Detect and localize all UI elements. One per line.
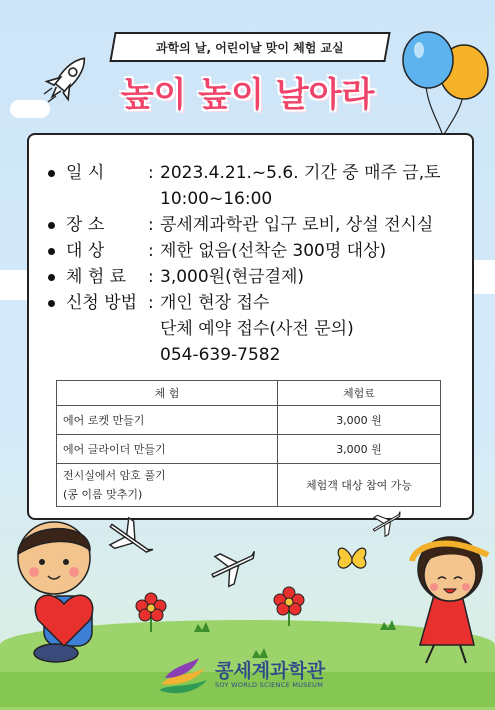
table-cell-fee: 체험객 대상 참여 가능 [278,464,441,507]
info-value: 3,000원(현금결제) [160,267,305,287]
info-value: 콩세계과학관 입구 로비, 상설 전시실 [160,215,434,235]
phone-number: 054-639-7582 [160,345,281,365]
colon: : [148,293,154,313]
info-row-apply [44,292,464,314]
info-value: 2023.4.21.~5.6. 기간 중 매주 금,토 [160,163,441,183]
table-cell-program [57,464,278,507]
bullet-icon [48,222,55,229]
page-title: 높이 높이 날아라 [120,74,375,115]
colon: : [148,215,154,235]
info-label: 일 시 [66,163,105,183]
balloons-icon [398,26,493,136]
info-row-date [44,162,464,184]
subtitle-banner [109,32,390,62]
colon: : [148,267,154,287]
flower-icon [272,586,306,626]
info-row-target [44,240,464,262]
table-cell-fee: 3,000 원 [278,406,441,435]
table-row [57,464,441,507]
info-label: 신청 방법 [66,293,138,313]
banner-text: 과학의 날, 어린이날 맞이 체험 교실 [156,40,344,55]
logo-leaf-icon [155,654,211,696]
table-row [57,406,441,435]
grass-icon [380,620,396,630]
table-header: 체 험 [57,381,278,406]
table-cell-program: 에어 로켓 만들기 [57,406,278,435]
colon: : [148,241,154,261]
info-label: 대 상 [66,241,105,261]
girl-icon [404,525,495,665]
table-cell-line: 전시실에서 암호 풀기 [63,469,166,482]
program-table [56,380,441,507]
info-value: 개인 현장 접수 [160,293,270,313]
table-cell-line: (콩 이름 맞추기) [63,488,143,501]
bullet-icon [48,274,55,281]
bullet-icon [48,248,55,255]
table-row [57,435,441,464]
table-header: 체험료 [278,381,441,406]
boy-with-heart-icon [4,516,124,666]
bullet-icon [48,300,55,307]
rocket-icon [38,48,96,110]
info-value: 제한 없음(선착순 300명 대상) [160,241,387,261]
info-value: 단체 예약 접수(사전 문의) [160,319,354,339]
table-header-row [57,381,441,406]
logo-english-name: SOY WORLD SCIENCE MUSEUM [215,681,324,689]
logo-name: 콩세계과학관 [215,660,326,682]
info-list [44,162,464,370]
grass-icon [194,622,210,632]
museum-logo [155,652,355,696]
info-row-fee [44,266,464,288]
info-row-place [44,214,464,236]
flower-icon [134,592,168,632]
info-label: 체 험 료 [66,267,127,287]
info-label: 장 소 [66,215,105,235]
table-cell-fee: 3,000 원 [278,435,441,464]
bullet-icon [48,170,55,177]
butterfly-icon [334,542,370,576]
info-value: 10:00~16:00 [160,189,273,209]
colon: : [148,163,154,183]
table-cell-program: 에어 글라이더 만들기 [57,435,278,464]
airplane-icon [366,505,406,539]
airplane-icon [202,540,262,590]
